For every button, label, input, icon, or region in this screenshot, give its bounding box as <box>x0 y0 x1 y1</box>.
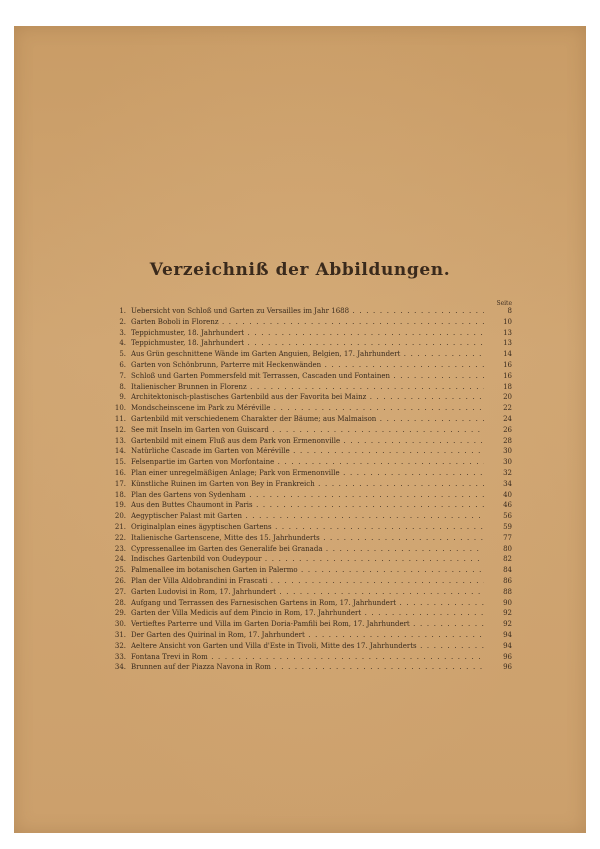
entry-title: Palmenallee im botanischen Garten in Palermo . . . <box>131 565 484 576</box>
list-item <box>106 414 512 425</box>
entry-number: 24. <box>114 555 126 564</box>
entry-page-number: 96 <box>503 663 512 672</box>
entry-page-number: 96 <box>503 652 512 661</box>
entry-title: Garten der Villa Medicis auf dem Pincio in Rom, 17. Jahrhundert . . . <box>131 608 484 619</box>
entry-title: Natürliche Cascade im Garten von Méréville . . . <box>131 446 484 457</box>
entry-number: 21. <box>114 522 126 531</box>
entry-title: Aegyptischer Palast mit Garten . . . <box>131 511 484 522</box>
entry-title: Vertieftes Parterre und Villa im Garten Doria-Pamfili bei Rom, 17. Jahrhundert . . . <box>131 619 484 630</box>
entry-title: Der Garten des Quirinal in Rom, 17. Jahrhundert . . . <box>131 630 484 641</box>
entry-title: Originalplan eines ägyptischen Gartens . . . <box>131 522 484 533</box>
entry-page-number: 16 <box>503 360 512 369</box>
illustration-list <box>106 306 512 673</box>
list-item <box>106 608 512 619</box>
entry-number: 8. <box>119 382 126 391</box>
list-item <box>106 587 512 598</box>
list-item <box>106 544 512 555</box>
entry-page-number: 32 <box>503 468 512 477</box>
entry-number: 16. <box>114 468 126 477</box>
entry-number: 19. <box>114 501 126 510</box>
entry-page-number: 13 <box>503 339 512 348</box>
entry-page-number: 34 <box>503 479 512 488</box>
entry-page-number: 18 <box>503 382 512 391</box>
list-item <box>106 511 512 522</box>
list-item <box>106 554 512 565</box>
entry-page-number: 92 <box>503 620 512 629</box>
list-item <box>106 490 512 501</box>
entry-title: Cypressenallee im Garten des Generalife bei Granada . . . <box>131 544 484 555</box>
entry-title: Aus den Buttes Chaumont in Paris . . . <box>131 500 484 511</box>
entry-page-number: 88 <box>503 587 512 596</box>
entry-title: Brunnen auf der Piazza Navona in Rom . . . <box>131 662 484 673</box>
entry-page-number: 24 <box>503 414 512 423</box>
entry-number: 6. <box>119 360 126 369</box>
entry-page-number: 40 <box>503 490 512 499</box>
entry-title: Plan des Gartens von Sydenham . . . <box>131 490 484 501</box>
entry-page-number: 86 <box>503 576 512 585</box>
entry-title: Uebersicht von Schloß und Garten zu Versailles im Jahr 1688 . . . <box>131 306 484 317</box>
list-item <box>106 403 512 414</box>
entry-page-number: 30 <box>503 447 512 456</box>
entry-page-number: 22 <box>503 404 512 413</box>
list-item <box>106 436 512 447</box>
entry-number: 5. <box>119 350 126 359</box>
entry-page-number: 80 <box>503 544 512 553</box>
entry-number: 29. <box>114 609 126 618</box>
list-item <box>106 446 512 457</box>
entry-title: Aufgang und Terrassen des Farnesischen Gartens in Rom, 17. Jahrhundert . . . <box>131 598 484 609</box>
list-item <box>106 641 512 652</box>
list-item <box>106 662 512 673</box>
entry-page-number: 14 <box>503 350 512 359</box>
entry-page-number: 16 <box>503 371 512 380</box>
list-item <box>106 468 512 479</box>
list-item <box>106 360 512 371</box>
entry-title: Schloß und Garten Pommersfeld mit Terrassen, Cascaden und Fontainen . . . <box>131 371 484 382</box>
entry-title: Plan einer unregelmäßigen Anlage; Park von Ermenonville . . . <box>131 468 484 479</box>
entry-number: 25. <box>114 566 126 575</box>
entry-title: Aus Grün geschnittene Wände im Garten Anguien, Belgien, 17. Jahrhundert . . . <box>131 349 484 360</box>
list-item <box>106 457 512 468</box>
entry-title: Garten Ludovisi in Rom, 17. Jahrhundert . . . <box>131 587 484 598</box>
list-item <box>106 598 512 609</box>
entry-page-number: 20 <box>503 393 512 402</box>
entry-page-number: 94 <box>503 630 512 639</box>
list-item <box>106 500 512 511</box>
list-item <box>106 306 512 317</box>
entry-number: 10. <box>114 404 126 413</box>
list-item <box>106 349 512 360</box>
list-item <box>106 338 512 349</box>
list-item <box>106 371 512 382</box>
entry-number: 33. <box>114 652 126 661</box>
entry-page-number: 13 <box>503 328 512 337</box>
entry-title: Gartenbild mit verschiedenem Charakter der Bäume; aus Malmaison . . . <box>131 414 484 425</box>
entry-page-number: 59 <box>503 522 512 531</box>
entry-title: Fontana Trevi in Rom . . . <box>131 652 484 663</box>
entry-number: 34. <box>114 663 126 672</box>
entry-title: Indisches Gartenbild von Oudeypour . . . <box>131 554 484 565</box>
entry-number: 17. <box>114 479 126 488</box>
list-item <box>106 576 512 587</box>
entry-title: Architektonisch-plastisches Gartenbild aus der Favorita bei Mainz . . . <box>131 392 484 403</box>
entry-title: Garten Boboli in Florenz . . . <box>131 317 484 328</box>
entry-number: 28. <box>114 598 126 607</box>
entry-title: Teppichmuster, 18. Jahrhundert . . . <box>131 338 484 349</box>
entry-number: 11. <box>114 414 126 423</box>
entry-number: 26. <box>114 576 126 585</box>
entry-title: Garten von Schönbrunn, Parterre mit Heckenwänden . . . <box>131 360 484 371</box>
entry-number: 18. <box>114 490 126 499</box>
entry-number: 30. <box>114 620 126 629</box>
entry-number: 14. <box>114 447 126 456</box>
list-item <box>106 522 512 533</box>
entry-title: Italienische Gartenscene, Mitte des 15. Jahrhunderts . . . <box>131 533 484 544</box>
entry-page-number: 56 <box>503 512 512 521</box>
list-item <box>106 565 512 576</box>
list-item <box>106 619 512 630</box>
list-item <box>106 425 512 436</box>
entry-number: 9. <box>119 393 126 402</box>
entry-page-number: 10 <box>503 317 512 326</box>
list-item <box>106 630 512 641</box>
entry-title: Aeltere Ansicht von Garten und Villa d'Este in Tivoli, Mitte des 17. Jahrhunderts . . . <box>131 641 484 652</box>
entry-number: 22. <box>114 533 126 542</box>
entry-number: 4. <box>119 339 126 348</box>
entry-page-number: 28 <box>503 436 512 445</box>
entry-number: 20. <box>114 512 126 521</box>
entry-number: 31. <box>114 630 126 639</box>
entry-title: Künstliche Ruinen im Garten von Bey in Frankreich . . . <box>131 479 484 490</box>
entry-page-number: 46 <box>503 501 512 510</box>
page-title: Verzeichniß der Abbildungen. <box>149 260 451 280</box>
entry-number: 32. <box>114 641 126 650</box>
entry-title: Felsenpartie im Garten von Morfontaine . . . <box>131 457 484 468</box>
entry-page-number: 90 <box>503 598 512 607</box>
entry-page-number: 26 <box>503 425 512 434</box>
entry-title: Italienischer Brunnen in Florenz . . . <box>131 382 484 393</box>
entry-number: 27. <box>114 587 126 596</box>
list-item <box>106 652 512 663</box>
entry-number: 23. <box>114 544 126 553</box>
list-item <box>106 317 512 328</box>
entry-number: 2. <box>119 317 126 326</box>
entry-page-number: 92 <box>503 609 512 618</box>
entry-title: See mit Inseln im Garten von Guiscard . . . <box>131 425 484 436</box>
entry-page-number: 82 <box>503 555 512 564</box>
book-page <box>14 26 586 833</box>
entry-page-number: 30 <box>503 458 512 467</box>
entry-title: Mondscheinscene im Park zu Méréville . . . <box>131 403 484 414</box>
entry-number: 12. <box>114 425 126 434</box>
entry-title: Plan der Villa Aldobrandini in Frascati . . . <box>131 576 484 587</box>
entry-title: Teppichmuster, 18. Jahrhundert . . . <box>131 328 484 339</box>
entry-page-number: 84 <box>503 566 512 575</box>
list-item <box>106 479 512 490</box>
list-item <box>106 392 512 403</box>
entry-number: 1. <box>119 307 126 315</box>
entry-page-number: 77 <box>503 533 512 542</box>
list-item <box>106 328 512 339</box>
entry-title: Gartenbild mit einem Fluß aus dem Park von Ermenonville . . . <box>131 436 484 447</box>
entry-page-number: 94 <box>503 641 512 650</box>
entry-page-number: 8 <box>507 307 512 315</box>
list-item <box>106 382 512 393</box>
list-item <box>106 533 512 544</box>
entry-number: 15. <box>114 458 126 467</box>
entry-number: 13. <box>114 436 126 445</box>
entry-number: 3. <box>119 328 126 337</box>
page-column-header: Seite <box>496 300 512 307</box>
entry-number: 7. <box>119 371 126 380</box>
